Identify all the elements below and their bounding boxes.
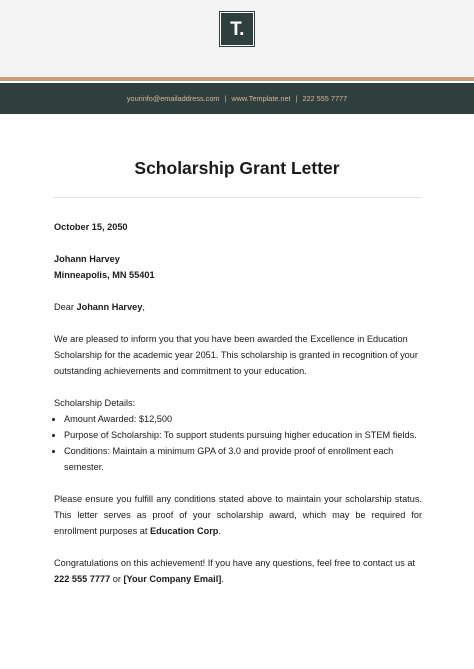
header-separator-1: | [224, 94, 227, 103]
contact-text: Congratulations on this achievement! If you have any questions, feel free to contact us at [54, 558, 416, 568]
contact-bar [0, 83, 474, 114]
contact-end: . [221, 574, 224, 584]
recipient-address: Minneapolis, MN 55401 [54, 270, 155, 280]
details-list [54, 411, 422, 475]
intro-paragraph: We are pleased to inform you that you have been awarded the Excellence in Education Scholarship for the academic year 2051. This scholarship is granted in recognition of your outstanding achievements and commitment to your education. [54, 334, 418, 376]
details-heading: Scholarship Details: [54, 398, 136, 408]
salutation-name: Johann Harvey [76, 302, 143, 312]
detail-conditions: • Conditions: Maintain a minimum GPA of 3.0 and provide proof of enrollment each semester. [64, 443, 422, 475]
contact-phone: 222 555 7777 [54, 574, 111, 584]
contact-paragraph [54, 555, 422, 587]
letter-body [54, 219, 422, 587]
letter-date: October 15, 2050 [54, 222, 128, 232]
detail-amount: • Amount Awarded: $12,500 [64, 411, 422, 427]
recipient-name: Johann Harvey [54, 254, 120, 264]
detail-purpose: • Purpose of Scholarship: To support students pursuing higher education in STEM fields. [64, 427, 422, 443]
company-logo [220, 12, 254, 46]
header-separator-2: | [295, 94, 298, 103]
contact-or: or [110, 574, 124, 584]
title-divider [53, 197, 422, 198]
salutation-prefix: Dear [54, 302, 77, 312]
closing-text: Please ensure you fulfill any conditions stated above to maintain your scholarship status. This letter serves as proof of your scholarship award, which may be required for enrollment purposes at [54, 494, 422, 536]
company-name: Education Corp [150, 526, 219, 536]
logo-letter: T. [230, 18, 244, 40]
letter-title: Scholarship Grant Letter [134, 158, 340, 178]
header-phone: 222 555 7777 [302, 94, 348, 103]
closing-paragraph [54, 491, 422, 539]
contact-email: [Your Company Email] [123, 574, 222, 584]
salutation-suffix: , [142, 302, 145, 312]
closing-end: . [218, 526, 221, 536]
header-email[interactable]: yourinfo@emailaddress.com [126, 94, 220, 103]
header-website[interactable]: www.Template.net [231, 94, 291, 103]
salutation [54, 299, 422, 315]
